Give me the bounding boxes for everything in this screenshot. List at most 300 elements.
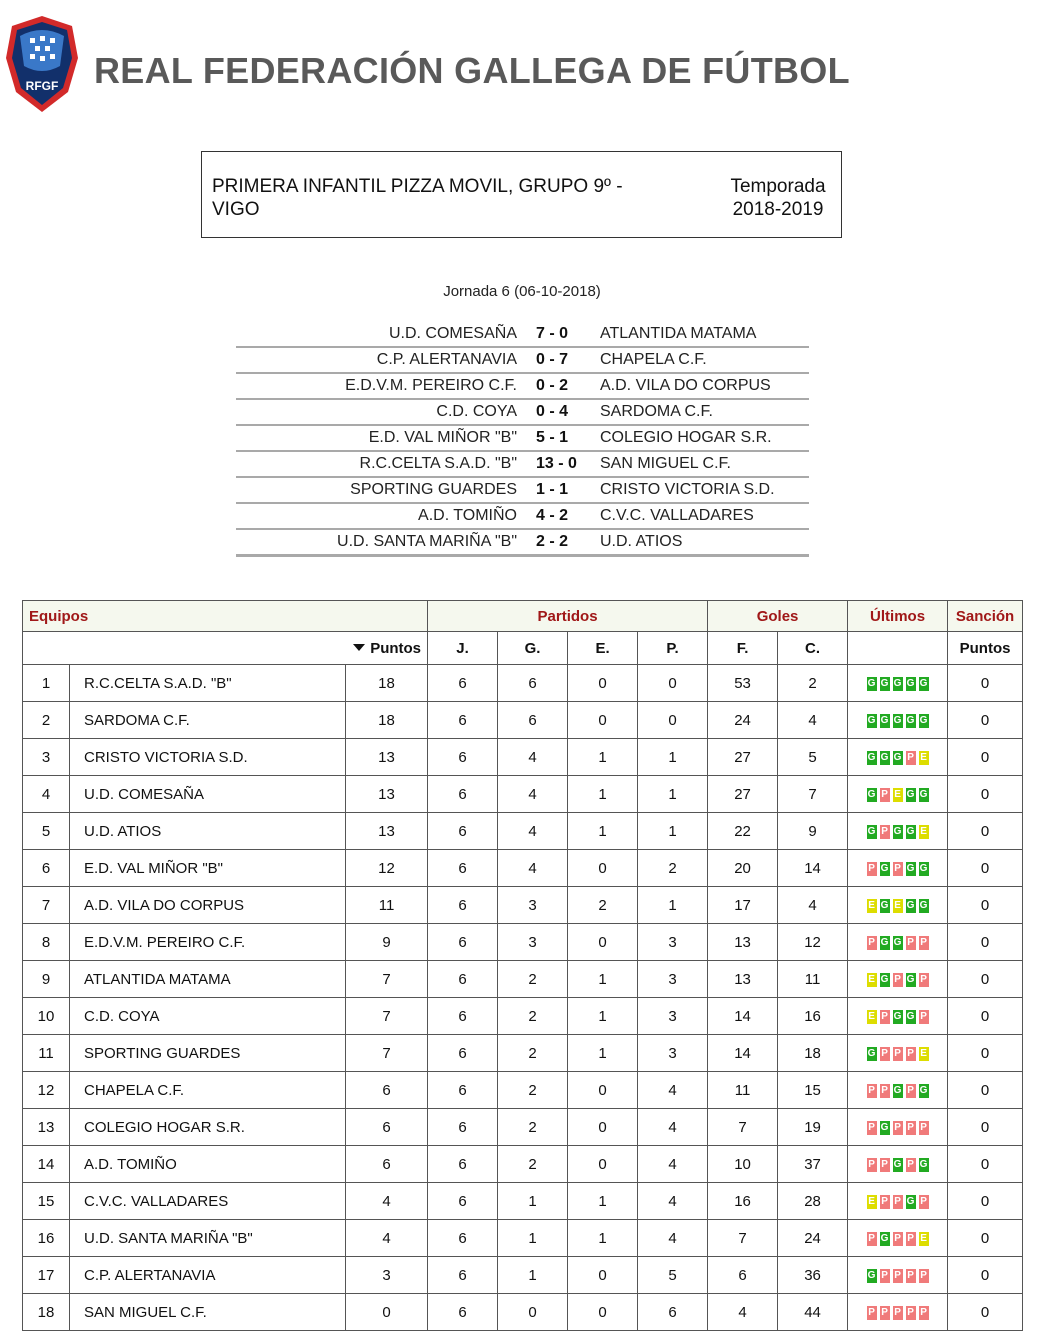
cell-won: 4 [498, 776, 568, 813]
cell-points: 7 [346, 961, 428, 998]
cell-lost: 4 [638, 1109, 708, 1146]
cell-won: 3 [498, 887, 568, 924]
cell-last-results [848, 961, 948, 998]
result-badge: P [892, 1120, 904, 1136]
result-badge: P [905, 935, 917, 951]
cell-goals-against: 18 [778, 1035, 848, 1072]
cell-points: 9 [346, 924, 428, 961]
table-row [23, 739, 1023, 776]
cell-points: 4 [346, 1220, 428, 1257]
table-row [23, 1035, 1023, 1072]
cell-drawn: 0 [568, 665, 638, 702]
cell-won: 2 [498, 1072, 568, 1109]
header-teams: Equipos [23, 601, 428, 632]
cell-team[interactable]: A.D. VILA DO CORPUS [70, 887, 346, 924]
cell-team[interactable]: CRISTO VICTORIA S.D. [70, 739, 346, 776]
table-row [23, 1183, 1023, 1220]
cell-won: 2 [498, 998, 568, 1035]
cell-sanction: 0 [948, 1294, 1023, 1331]
col-won[interactable]: G. [498, 632, 568, 665]
cell-drawn: 0 [568, 1109, 638, 1146]
cell-lost: 6 [638, 1294, 708, 1331]
result-badge: P [879, 1046, 891, 1062]
cell-played: 6 [428, 961, 498, 998]
cell-team[interactable]: E.D.V.M. PEREIRO C.F. [70, 924, 346, 961]
result-badge: G [905, 824, 917, 840]
match-home-team: E.D.V.M. PEREIRO C.F. [345, 377, 517, 394]
result-badge: G [879, 861, 891, 877]
result-badge: P [918, 935, 930, 951]
cell-played: 6 [428, 1035, 498, 1072]
result-badge: E [892, 787, 904, 803]
result-badge: G [892, 1157, 904, 1173]
cell-last-results [848, 1072, 948, 1109]
match-row [236, 426, 809, 452]
result-badge: P [905, 1120, 917, 1136]
match-score: 13 - 0 [536, 455, 577, 472]
result-badge: G [892, 935, 904, 951]
cell-goals-against: 24 [778, 1220, 848, 1257]
result-badge: G [918, 787, 930, 803]
match-row [236, 374, 809, 400]
cell-team[interactable]: U.D. SANTA MARIÑA "B" [70, 1220, 346, 1257]
cell-position: 7 [23, 887, 70, 924]
result-badge: P [879, 1083, 891, 1099]
cell-goals-against: 37 [778, 1146, 848, 1183]
cell-won: 1 [498, 1257, 568, 1294]
cell-played: 6 [428, 1109, 498, 1146]
match-home-team: C.P. ALERTANAVIA [376, 351, 517, 368]
cell-played: 6 [428, 1146, 498, 1183]
cell-sanction: 0 [948, 1183, 1023, 1220]
table-row [23, 924, 1023, 961]
cell-played: 6 [428, 1294, 498, 1331]
result-badge: P [866, 1120, 878, 1136]
result-badge: P [879, 787, 891, 803]
cell-last-results [848, 1183, 948, 1220]
result-badge: E [892, 898, 904, 914]
header-goals: Goles [708, 601, 848, 632]
cell-sanction: 0 [948, 813, 1023, 850]
header-last: Últimos [848, 601, 948, 632]
cell-position: 12 [23, 1072, 70, 1109]
match-home-team: SPORTING GUARDES [350, 481, 517, 498]
cell-position: 2 [23, 702, 70, 739]
match-row [236, 530, 809, 557]
result-badge: G [879, 972, 891, 988]
cell-position: 9 [23, 961, 70, 998]
result-badge: G [879, 1231, 891, 1247]
cell-position: 4 [23, 776, 70, 813]
match-home-team: U.D. COMESAÑA [388, 325, 517, 342]
cell-last-results [848, 850, 948, 887]
match-score: 4 - 2 [536, 507, 569, 524]
cell-goals-against: 28 [778, 1183, 848, 1220]
table-row [23, 776, 1023, 813]
cell-sanction: 0 [948, 1109, 1023, 1146]
result-badge: P [905, 1157, 917, 1173]
cell-drawn: 1 [568, 998, 638, 1035]
match-away-team: SAN MIGUEL C.F. [600, 455, 731, 472]
result-badge: E [866, 898, 878, 914]
cell-points: 6 [346, 1109, 428, 1146]
result-badge: P [905, 1083, 917, 1099]
table-row [23, 1257, 1023, 1294]
cell-played: 6 [428, 776, 498, 813]
match-away-team: ATLANTIDA MATAMA [600, 325, 757, 342]
cell-last-results [848, 776, 948, 813]
match-away-team: CRISTO VICTORIA S.D. [600, 481, 775, 498]
cell-sanction: 0 [948, 1072, 1023, 1109]
sort-by-points[interactable]: Puntos [23, 632, 428, 665]
season-value: 2018-2019 [732, 199, 824, 220]
cell-position: 15 [23, 1183, 70, 1220]
result-badge: G [918, 861, 930, 877]
result-badge: G [892, 676, 904, 692]
cell-points: 7 [346, 998, 428, 1035]
cell-points: 7 [346, 1035, 428, 1072]
cell-drawn: 1 [568, 961, 638, 998]
cell-team[interactable]: U.D. ATIOS [70, 813, 346, 850]
cell-last-results [848, 702, 948, 739]
match-row [236, 504, 809, 530]
result-badge: G [866, 787, 878, 803]
match-away-team: A.D. VILA DO CORPUS [600, 377, 771, 394]
cell-position: 16 [23, 1220, 70, 1257]
result-badge: P [879, 1268, 891, 1284]
result-badge: E [866, 972, 878, 988]
match-score: 0 - 4 [536, 403, 569, 420]
cell-played: 6 [428, 739, 498, 776]
match-score: 0 - 2 [536, 377, 569, 394]
result-badge: P [892, 1046, 904, 1062]
col-goals-against[interactable]: C. [778, 632, 848, 665]
cell-won: 1 [498, 1220, 568, 1257]
result-badge: G [892, 824, 904, 840]
cell-goals-against: 7 [778, 776, 848, 813]
cell-lost: 3 [638, 1035, 708, 1072]
cell-drawn: 1 [568, 813, 638, 850]
cell-won: 4 [498, 850, 568, 887]
svg-text:RFGF: RFGF [25, 79, 59, 93]
cell-goals-against: 12 [778, 924, 848, 961]
cell-goals-for: 24 [708, 702, 778, 739]
cell-goals-against: 19 [778, 1109, 848, 1146]
cell-points: 13 [346, 813, 428, 850]
cell-points: 4 [346, 1183, 428, 1220]
cell-sanction: 0 [948, 702, 1023, 739]
cell-last-results [848, 998, 948, 1035]
result-badge: E [918, 1231, 930, 1247]
cell-goals-for: 11 [708, 1072, 778, 1109]
result-badge: E [866, 1194, 878, 1210]
result-badge: G [918, 1083, 930, 1099]
cell-team[interactable]: CHAPELA C.F. [70, 1072, 346, 1109]
match-home-team: C.D. COYA [436, 403, 517, 420]
result-badge: G [905, 898, 917, 914]
cell-won: 6 [498, 702, 568, 739]
season-info [718, 175, 838, 221]
match-away-team: COLEGIO HOGAR S.R. [600, 429, 772, 446]
cell-played: 6 [428, 998, 498, 1035]
col-sanction-points: Puntos [948, 632, 1023, 665]
match-home-team: A.D. TOMIÑO [418, 507, 517, 524]
cell-sanction: 0 [948, 739, 1023, 776]
match-score: 7 - 0 [536, 325, 569, 342]
header-sanction: Sanción [948, 601, 1023, 632]
result-badge: P [918, 1009, 930, 1025]
result-badge: P [892, 1194, 904, 1210]
table-row [23, 702, 1023, 739]
cell-points: 3 [346, 1257, 428, 1294]
table-row [23, 1220, 1023, 1257]
cell-lost: 0 [638, 665, 708, 702]
cell-position: 17 [23, 1257, 70, 1294]
cell-points: 6 [346, 1146, 428, 1183]
cell-goals-against: 36 [778, 1257, 848, 1294]
header-matches: Partidos [428, 601, 708, 632]
result-badge: G [892, 1009, 904, 1025]
cell-team[interactable]: A.D. TOMIÑO [70, 1146, 346, 1183]
result-badge: G [879, 713, 891, 729]
cell-drawn: 1 [568, 1183, 638, 1220]
cell-lost: 5 [638, 1257, 708, 1294]
result-badge: G [866, 1268, 878, 1284]
cell-drawn: 1 [568, 1035, 638, 1072]
result-badge: P [866, 1231, 878, 1247]
cell-goals-for: 13 [708, 924, 778, 961]
cell-last-results [848, 1294, 948, 1331]
result-badge: P [892, 972, 904, 988]
cell-won: 2 [498, 1035, 568, 1072]
result-badge: P [892, 1231, 904, 1247]
cell-position: 14 [23, 1146, 70, 1183]
table-row [23, 1146, 1023, 1183]
match-away-team: SARDOMA C.F. [600, 403, 713, 420]
cell-drawn: 0 [568, 1294, 638, 1331]
result-badge: P [879, 1305, 891, 1321]
federation-title: REAL FEDERACIÓN GALLEGA DE FÚTBOL [94, 50, 850, 91]
match-row [236, 348, 809, 374]
cell-goals-for: 22 [708, 813, 778, 850]
cell-lost: 4 [638, 1072, 708, 1109]
result-badge: G [866, 676, 878, 692]
cell-team[interactable]: C.D. COYA [70, 998, 346, 1035]
col-drawn[interactable]: E. [568, 632, 638, 665]
table-row [23, 850, 1023, 887]
cell-played: 6 [428, 813, 498, 850]
sort-down-icon [353, 644, 365, 651]
cell-played: 6 [428, 924, 498, 961]
cell-goals-for: 53 [708, 665, 778, 702]
cell-won: 4 [498, 739, 568, 776]
season-label: Temporada [730, 176, 826, 197]
cell-drawn: 0 [568, 1257, 638, 1294]
matchday-title: Jornada 6 (06-10-2018) [443, 283, 601, 300]
cell-drawn: 0 [568, 1146, 638, 1183]
match-row [236, 400, 809, 426]
result-badge: P [905, 1046, 917, 1062]
cell-position: 13 [23, 1109, 70, 1146]
cell-points: 12 [346, 850, 428, 887]
cell-points: 13 [346, 776, 428, 813]
result-badge: P [905, 1231, 917, 1247]
cell-goals-for: 13 [708, 961, 778, 998]
cell-team[interactable]: SPORTING GUARDES [70, 1035, 346, 1072]
cell-sanction: 0 [948, 924, 1023, 961]
col-lost[interactable]: P. [638, 632, 708, 665]
cell-team[interactable]: SARDOMA C.F. [70, 702, 346, 739]
col-goals-for[interactable]: F. [708, 632, 778, 665]
standings-table [22, 600, 1023, 1331]
table-row [23, 998, 1023, 1035]
result-badge: G [879, 935, 891, 951]
result-badge: G [892, 750, 904, 766]
cell-won: 2 [498, 1109, 568, 1146]
result-badge: P [879, 824, 891, 840]
cell-lost: 1 [638, 813, 708, 850]
col-last [848, 632, 948, 665]
cell-goals-for: 7 [708, 1220, 778, 1257]
cell-position: 6 [23, 850, 70, 887]
result-badge: G [918, 898, 930, 914]
result-badge: G [892, 713, 904, 729]
competition-name: PRIMERA INFANTIL PIZZA MOVIL, GRUPO 9º - VIGO [212, 176, 623, 220]
result-badge: P [918, 1120, 930, 1136]
table-row [23, 1294, 1023, 1331]
cell-drawn: 1 [568, 1220, 638, 1257]
result-badge: G [866, 713, 878, 729]
result-badge: P [918, 972, 930, 988]
cell-won: 6 [498, 665, 568, 702]
cell-last-results [848, 887, 948, 924]
cell-lost: 4 [638, 1146, 708, 1183]
cell-goals-for: 10 [708, 1146, 778, 1183]
cell-played: 6 [428, 850, 498, 887]
group-header-row [23, 601, 1023, 632]
match-home-team: U.D. SANTA MARIÑA "B" [337, 533, 517, 550]
result-badge: P [918, 1194, 930, 1210]
cell-drawn: 1 [568, 739, 638, 776]
cell-goals-for: 4 [708, 1294, 778, 1331]
result-badge: G [879, 676, 891, 692]
cell-won: 3 [498, 924, 568, 961]
cell-won: 0 [498, 1294, 568, 1331]
result-badge: G [918, 713, 930, 729]
cell-sanction: 0 [948, 1146, 1023, 1183]
match-score: 5 - 1 [536, 429, 569, 446]
cell-played: 6 [428, 887, 498, 924]
result-badge: P [879, 1194, 891, 1210]
col-played[interactable]: J. [428, 632, 498, 665]
table-row [23, 813, 1023, 850]
cell-drawn: 0 [568, 924, 638, 961]
table-row [23, 1072, 1023, 1109]
cell-lost: 3 [638, 924, 708, 961]
result-badge: P [866, 1083, 878, 1099]
cell-lost: 4 [638, 1220, 708, 1257]
cell-last-results [848, 1257, 948, 1294]
cell-last-results [848, 665, 948, 702]
table-row [23, 961, 1023, 998]
match-away-team: C.V.C. VALLADARES [600, 507, 754, 524]
match-score: 2 - 2 [536, 533, 569, 550]
cell-sanction: 0 [948, 850, 1023, 887]
cell-team[interactable]: COLEGIO HOGAR S.R. [70, 1109, 346, 1146]
cell-played: 6 [428, 665, 498, 702]
result-badge: G [905, 713, 917, 729]
cell-won: 4 [498, 813, 568, 850]
cell-points: 18 [346, 702, 428, 739]
result-badge: G [905, 676, 917, 692]
cell-sanction: 0 [948, 887, 1023, 924]
cell-sanction: 0 [948, 998, 1023, 1035]
cell-team[interactable]: SAN MIGUEL C.F. [70, 1294, 346, 1331]
match-row [236, 452, 809, 478]
cell-position: 8 [23, 924, 70, 961]
result-badge: E [918, 824, 930, 840]
match-results [236, 322, 809, 557]
cell-goals-against: 5 [778, 739, 848, 776]
result-badge: G [879, 1120, 891, 1136]
match-away-team: U.D. ATIOS [600, 533, 683, 550]
cell-last-results [848, 1109, 948, 1146]
result-badge: G [918, 676, 930, 692]
result-badge: E [918, 1046, 930, 1062]
result-badge: G [918, 1157, 930, 1173]
cell-played: 6 [428, 1220, 498, 1257]
cell-lost: 1 [638, 887, 708, 924]
cell-position: 1 [23, 665, 70, 702]
cell-goals-for: 27 [708, 739, 778, 776]
result-badge: P [905, 750, 917, 766]
cell-team[interactable]: E.D. VAL MIÑOR "B" [70, 850, 346, 887]
table-row [23, 665, 1023, 702]
cell-team[interactable]: U.D. COMESAÑA [70, 776, 346, 813]
cell-sanction: 0 [948, 665, 1023, 702]
result-badge: P [918, 1268, 930, 1284]
cell-sanction: 0 [948, 776, 1023, 813]
cell-team[interactable]: ATLANTIDA MATAMA [70, 961, 346, 998]
cell-team[interactable]: R.C.CELTA S.A.D. "B" [70, 665, 346, 702]
cell-drawn: 0 [568, 1072, 638, 1109]
cell-goals-for: 20 [708, 850, 778, 887]
cell-goals-against: 2 [778, 665, 848, 702]
cell-team[interactable]: C.P. ALERTANAVIA [70, 1257, 346, 1294]
cell-last-results [848, 924, 948, 961]
result-badge: G [879, 750, 891, 766]
cell-team[interactable]: C.V.C. VALLADARES [70, 1183, 346, 1220]
cell-position: 3 [23, 739, 70, 776]
cell-sanction: 0 [948, 1035, 1023, 1072]
cell-played: 6 [428, 1257, 498, 1294]
cell-sanction: 0 [948, 1220, 1023, 1257]
result-badge: E [866, 1009, 878, 1025]
result-badge: G [879, 898, 891, 914]
cell-goals-against: 16 [778, 998, 848, 1035]
result-badge: G [905, 1194, 917, 1210]
column-header-row [23, 632, 1023, 665]
cell-lost: 2 [638, 850, 708, 887]
table-row [23, 887, 1023, 924]
result-badge: G [866, 1046, 878, 1062]
cell-sanction: 0 [948, 961, 1023, 998]
result-badge: G [866, 750, 878, 766]
cell-drawn: 1 [568, 776, 638, 813]
cell-goals-for: 6 [708, 1257, 778, 1294]
cell-drawn: 0 [568, 702, 638, 739]
cell-played: 6 [428, 702, 498, 739]
